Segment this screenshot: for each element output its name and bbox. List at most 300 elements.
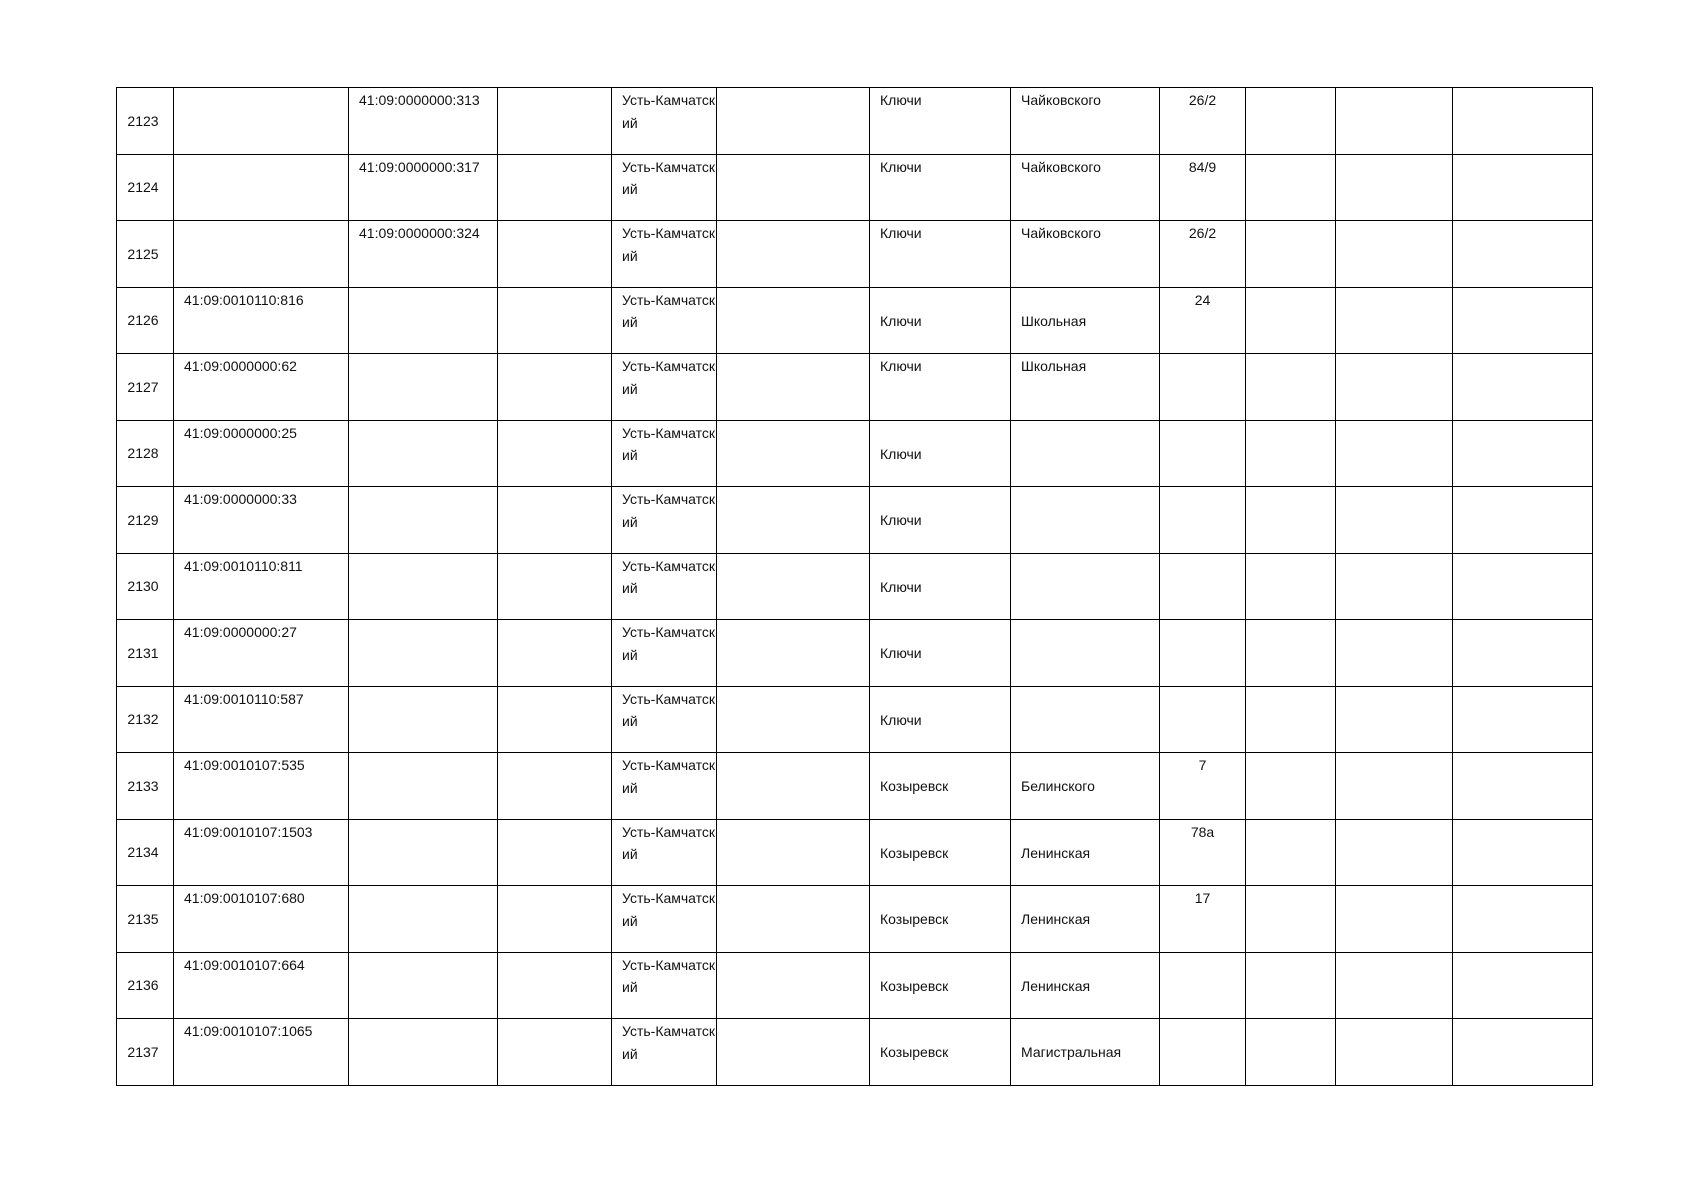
row-number-cell — [117, 686, 174, 753]
house-number-cell — [1160, 886, 1246, 953]
empty-cell — [1246, 354, 1336, 421]
district-cell — [612, 1019, 717, 1086]
district-cell — [612, 819, 717, 886]
row-number-text: 2128 — [127, 445, 159, 461]
empty-cell — [1246, 686, 1336, 753]
table-row — [117, 221, 1593, 288]
empty-cell — [717, 221, 870, 288]
empty-cell — [1336, 221, 1453, 288]
cadastral-number-alt-text — [349, 820, 497, 821]
empty-cell — [498, 287, 612, 354]
empty-cell — [717, 753, 870, 820]
row-number-cell — [117, 354, 174, 421]
table-row — [117, 886, 1593, 953]
street-text — [1011, 652, 1159, 653]
house-number-text: 26/2 — [1188, 225, 1217, 241]
empty-cell — [1453, 753, 1593, 820]
settlement-cell — [870, 819, 1011, 886]
settlement-cell — [870, 354, 1011, 421]
cadastral-number-alt-cell — [349, 620, 498, 687]
empty-cell — [1453, 553, 1593, 620]
settlement-cell — [870, 88, 1011, 155]
house-number-cell — [1160, 553, 1246, 620]
street-text: Ленинская — [1021, 844, 1091, 861]
cadastral-number-text: 41:09:0000000:62 — [184, 358, 297, 374]
empty-cell — [1336, 420, 1453, 487]
cadastral-number-alt-cell — [349, 819, 498, 886]
empty-cell — [1336, 1019, 1453, 1086]
district-cell — [612, 354, 717, 421]
cadastral-number-alt-text — [349, 687, 497, 688]
empty-cell — [1246, 553, 1336, 620]
table-row — [117, 553, 1593, 620]
row-number-cell — [117, 221, 174, 288]
cadastral-number-cell — [174, 487, 349, 554]
street-cell — [1011, 553, 1160, 620]
house-number-cell — [1160, 819, 1246, 886]
district-cell — [612, 753, 717, 820]
cadastral-number-cell — [174, 753, 349, 820]
cadastral-number-alt-text: 41:09:0000000:317 — [359, 158, 480, 175]
house-number-cell — [1160, 221, 1246, 288]
row-number-cell — [117, 1019, 174, 1086]
street-text — [1011, 453, 1159, 454]
empty-cell — [498, 354, 612, 421]
table-row — [117, 1019, 1593, 1086]
cadastral-number-cell — [174, 819, 349, 886]
empty-cell — [1336, 88, 1453, 155]
empty-cell — [1336, 553, 1453, 620]
empty-cell — [1246, 221, 1336, 288]
row-number-cell — [117, 487, 174, 554]
street-cell — [1011, 154, 1160, 221]
district-text: Усть-Камчатский — [622, 757, 716, 796]
settlement-text: Ключи — [880, 358, 922, 374]
cadastral-number-alt-text — [349, 421, 497, 422]
cadastral-number-cell — [174, 620, 349, 687]
cadastral-number-alt-text: 41:09:0000000:313 — [359, 92, 480, 108]
table-body — [117, 88, 1593, 1086]
cadastral-number-cell — [174, 354, 349, 421]
cadastral-number-cell — [174, 154, 349, 221]
street-cell — [1011, 487, 1160, 554]
row-number-text: 2129 — [127, 511, 159, 528]
cadastral-number-cell — [174, 420, 349, 487]
cadastral-number-text: 41:09:0010107:1065 — [184, 1023, 313, 1039]
house-number-cell — [1160, 952, 1246, 1019]
row-number-cell — [117, 287, 174, 354]
cadastral-number-text: 41:09:0010107:1503 — [184, 823, 313, 840]
empty-cell — [717, 287, 870, 354]
settlement-cell — [870, 420, 1011, 487]
district-cell — [612, 420, 717, 487]
cadastral-number-alt-text — [349, 953, 497, 954]
cadastral-number-text — [174, 88, 348, 89]
row-number-text: 2136 — [127, 977, 159, 993]
cadastral-number-text — [174, 155, 348, 156]
cadastral-number-alt-text — [349, 288, 497, 289]
empty-cell — [498, 221, 612, 288]
table-row — [117, 287, 1593, 354]
cadastral-number-cell — [174, 686, 349, 753]
settlement-cell — [870, 753, 1011, 820]
table-row — [117, 952, 1593, 1019]
cadastral-number-cell — [174, 221, 349, 288]
cadastral-number-alt-cell — [349, 154, 498, 221]
cadastral-number-text: 41:09:0010107:680 — [184, 890, 305, 906]
empty-cell — [498, 1019, 612, 1086]
cadastral-number-alt-cell — [349, 88, 498, 155]
settlement-text: Ключи — [880, 312, 922, 329]
street-cell — [1011, 819, 1160, 886]
cadastral-number-alt-text — [349, 886, 497, 887]
table-row — [117, 354, 1593, 421]
empty-cell — [1336, 154, 1453, 221]
district-text: Усть-Камчатский — [622, 291, 716, 330]
empty-cell — [498, 620, 612, 687]
street-text: Школьная — [1021, 312, 1087, 329]
empty-cell — [498, 753, 612, 820]
district-cell — [612, 886, 717, 953]
settlement-cell — [870, 1019, 1011, 1086]
street-cell — [1011, 620, 1160, 687]
row-number-text: 2127 — [127, 378, 159, 395]
settlement-text: Ключи — [880, 512, 922, 528]
cadastral-number-alt-cell — [349, 1019, 498, 1086]
cadastral-number-text: 41:09:0010110:816 — [184, 291, 304, 308]
street-text — [1011, 719, 1159, 720]
district-text: Усть-Камчатский — [622, 890, 716, 929]
table-row — [117, 88, 1593, 155]
empty-cell — [1246, 487, 1336, 554]
house-number-cell — [1160, 753, 1246, 820]
row-number-text: 2123 — [127, 112, 159, 129]
row-number-cell — [117, 753, 174, 820]
empty-cell — [1246, 88, 1336, 155]
settlement-text: Козыревск — [880, 911, 949, 927]
district-text: Усть-Камчатский — [622, 358, 716, 397]
settlement-text: Ключи — [880, 645, 922, 661]
settlement-text: Ключи — [880, 158, 922, 175]
cadastral-number-alt-cell — [349, 287, 498, 354]
settlement-cell — [870, 620, 1011, 687]
row-number-text: 2132 — [127, 711, 159, 727]
settlement-text: Ключи — [880, 445, 922, 462]
table-row — [117, 487, 1593, 554]
row-number-cell — [117, 886, 174, 953]
settlement-text: Козыревск — [880, 977, 949, 994]
empty-cell — [1246, 420, 1336, 487]
empty-cell — [1336, 753, 1453, 820]
house-number-text: 24 — [1194, 291, 1211, 308]
street-cell — [1011, 354, 1160, 421]
empty-cell — [1336, 886, 1453, 953]
settlement-text: Козыревск — [880, 1044, 949, 1060]
house-number-cell — [1160, 420, 1246, 487]
row-number-cell — [117, 620, 174, 687]
house-number-cell — [1160, 620, 1246, 687]
empty-cell — [1336, 354, 1453, 421]
district-cell — [612, 88, 717, 155]
settlement-cell — [870, 221, 1011, 288]
empty-cell — [498, 420, 612, 487]
settlement-cell — [870, 952, 1011, 1019]
street-cell — [1011, 88, 1160, 155]
settlement-text: Ключи — [880, 225, 922, 241]
cadastral-number-alt-cell — [349, 420, 498, 487]
street-text: Чайковского — [1021, 158, 1101, 175]
district-text: Усть-Камчатский — [622, 158, 716, 197]
empty-cell — [1246, 952, 1336, 1019]
row-number-text: 2130 — [127, 578, 159, 594]
street-text — [1011, 586, 1159, 587]
settlement-text: Козыревск — [880, 778, 949, 794]
settlement-cell — [870, 553, 1011, 620]
empty-cell — [1246, 287, 1336, 354]
cadastral-number-text: 41:09:0000000:25 — [184, 424, 297, 441]
empty-cell — [1453, 819, 1593, 886]
cadastral-number-text: 41:09:0010110:587 — [184, 690, 304, 707]
street-text: Школьная — [1021, 358, 1087, 374]
street-text — [1011, 519, 1159, 520]
empty-cell — [1453, 420, 1593, 487]
house-number-cell — [1160, 88, 1246, 155]
empty-cell — [717, 354, 870, 421]
row-number-cell — [117, 553, 174, 620]
empty-cell — [1336, 686, 1453, 753]
table-row — [117, 420, 1593, 487]
cadastral-number-alt-cell — [349, 952, 498, 1019]
empty-cell — [717, 952, 870, 1019]
row-number-text: 2125 — [127, 245, 159, 262]
empty-cell — [1336, 487, 1453, 554]
empty-cell — [1453, 886, 1593, 953]
cadastral-number-alt-text — [349, 487, 497, 488]
house-number-text — [1160, 554, 1245, 555]
house-number-text — [1160, 620, 1245, 621]
district-cell — [612, 553, 717, 620]
street-cell — [1011, 753, 1160, 820]
empty-cell — [498, 686, 612, 753]
cadastral-number-alt-text — [349, 753, 497, 754]
cadastral-number-alt-cell — [349, 221, 498, 288]
empty-cell — [1453, 1019, 1593, 1086]
house-number-text — [1160, 1019, 1245, 1020]
district-text: Усть-Камчатский — [622, 956, 716, 995]
cadastral-number-alt-text — [349, 554, 497, 555]
empty-cell — [1246, 620, 1336, 687]
district-cell — [612, 620, 717, 687]
row-number-cell — [117, 88, 174, 155]
empty-cell — [1246, 753, 1336, 820]
settlement-text: Ключи — [880, 578, 922, 595]
empty-cell — [1453, 686, 1593, 753]
table-row — [117, 154, 1593, 221]
empty-cell — [498, 154, 612, 221]
house-number-cell — [1160, 1019, 1246, 1086]
empty-cell — [717, 886, 870, 953]
cadastral-number-alt-text — [349, 620, 497, 621]
empty-cell — [1246, 154, 1336, 221]
cadastral-number-text: 41:09:0010107:535 — [184, 757, 305, 773]
empty-cell — [717, 620, 870, 687]
table-row — [117, 753, 1593, 820]
empty-cell — [1453, 620, 1593, 687]
row-number-text: 2134 — [127, 844, 159, 860]
house-number-cell — [1160, 354, 1246, 421]
cadastral-number-alt-cell — [349, 487, 498, 554]
cadastral-number-alt-cell — [349, 686, 498, 753]
cadastral-number-text: 41:09:0010107:664 — [184, 956, 305, 973]
house-number-text: 84/9 — [1188, 158, 1217, 175]
row-number-text: 2133 — [127, 777, 159, 794]
row-number-cell — [117, 154, 174, 221]
house-number-text: 78а — [1190, 823, 1215, 840]
cadastral-number-text: 41:09:0000000:33 — [184, 491, 297, 507]
cadastral-number-cell — [174, 1019, 349, 1086]
house-number-cell — [1160, 487, 1246, 554]
settlement-cell — [870, 886, 1011, 953]
house-number-text: 26/2 — [1188, 92, 1217, 108]
empty-cell — [1336, 819, 1453, 886]
row-number-text: 2124 — [127, 179, 159, 195]
cadastral-number-alt-cell — [349, 354, 498, 421]
house-number-text — [1160, 687, 1245, 688]
house-number-text — [1160, 354, 1245, 355]
street-cell — [1011, 420, 1160, 487]
street-cell — [1011, 686, 1160, 753]
district-text: Усть-Камчатский — [622, 557, 716, 596]
cadastral-number-alt-text — [349, 354, 497, 355]
registry-table — [116, 87, 1593, 1086]
empty-cell — [498, 952, 612, 1019]
house-number-text — [1160, 487, 1245, 488]
row-number-text: 2137 — [127, 1043, 159, 1060]
cadastral-number-text: 41:09:0010110:811 — [184, 557, 303, 574]
district-text: Усть-Камчатский — [622, 424, 716, 463]
street-text: Магистральная — [1021, 1044, 1122, 1060]
empty-cell — [1246, 886, 1336, 953]
settlement-text: Козыревск — [880, 844, 949, 861]
settlement-cell — [870, 686, 1011, 753]
cadastral-number-cell — [174, 88, 349, 155]
street-cell — [1011, 1019, 1160, 1086]
street-text: Чайковского — [1021, 92, 1101, 108]
house-number-cell — [1160, 154, 1246, 221]
empty-cell — [1453, 287, 1593, 354]
empty-cell — [1246, 1019, 1336, 1086]
empty-cell — [498, 487, 612, 554]
row-number-text: 2135 — [127, 910, 159, 927]
empty-cell — [498, 88, 612, 155]
row-number-cell — [117, 819, 174, 886]
empty-cell — [498, 886, 612, 953]
cadastral-number-alt-text — [349, 1019, 497, 1020]
empty-cell — [717, 487, 870, 554]
empty-cell — [1453, 487, 1593, 554]
street-cell — [1011, 221, 1160, 288]
cadastral-number-cell — [174, 952, 349, 1019]
cadastral-number-cell — [174, 553, 349, 620]
cadastral-number-alt-cell — [349, 753, 498, 820]
empty-cell — [717, 686, 870, 753]
empty-cell — [717, 420, 870, 487]
cadastral-number-alt-cell — [349, 553, 498, 620]
district-text: Усть-Камчатский — [622, 624, 716, 663]
district-text: Усть-Камчатский — [622, 1023, 716, 1062]
empty-cell — [717, 1019, 870, 1086]
house-number-cell — [1160, 287, 1246, 354]
street-text: Ленинская — [1021, 911, 1091, 927]
cadastral-number-alt-text: 41:09:0000000:324 — [359, 225, 480, 241]
cadastral-number-alt-cell — [349, 886, 498, 953]
district-text: Усть-Камчатский — [622, 92, 716, 131]
street-text: Белинского — [1021, 778, 1095, 794]
row-number-cell — [117, 952, 174, 1019]
row-number-cell — [117, 420, 174, 487]
table-row — [117, 819, 1593, 886]
district-cell — [612, 487, 717, 554]
cadastral-number-text — [174, 221, 348, 222]
empty-cell — [1453, 952, 1593, 1019]
empty-cell — [717, 819, 870, 886]
street-text: Ленинская — [1021, 977, 1091, 994]
house-number-text — [1160, 421, 1245, 422]
district-text: Усть-Камчатский — [622, 690, 716, 729]
house-number-text: 17 — [1194, 890, 1211, 906]
district-cell — [612, 686, 717, 753]
empty-cell — [717, 88, 870, 155]
district-cell — [612, 952, 717, 1019]
row-number-text: 2126 — [127, 312, 159, 328]
cadastral-number-cell — [174, 287, 349, 354]
row-number-text: 2131 — [127, 644, 159, 661]
house-number-cell — [1160, 686, 1246, 753]
house-number-text: 7 — [1198, 757, 1207, 773]
settlement-cell — [870, 154, 1011, 221]
settlement-text: Ключи — [880, 711, 922, 728]
district-text: Усть-Камчатский — [622, 491, 716, 530]
district-cell — [612, 154, 717, 221]
empty-cell — [1453, 221, 1593, 288]
table-row — [117, 686, 1593, 753]
empty-cell — [498, 819, 612, 886]
settlement-text: Ключи — [880, 92, 922, 108]
settlement-cell — [870, 287, 1011, 354]
street-text: Чайковского — [1021, 225, 1101, 241]
empty-cell — [1453, 354, 1593, 421]
empty-cell — [1453, 154, 1593, 221]
cadastral-number-cell — [174, 886, 349, 953]
empty-cell — [1336, 287, 1453, 354]
empty-cell — [1453, 88, 1593, 155]
empty-cell — [1336, 620, 1453, 687]
house-number-text — [1160, 953, 1245, 954]
street-cell — [1011, 886, 1160, 953]
district-text: Усть-Камчатский — [622, 823, 716, 862]
street-cell — [1011, 952, 1160, 1019]
district-cell — [612, 221, 717, 288]
empty-cell — [1246, 819, 1336, 886]
empty-cell — [498, 553, 612, 620]
table-row — [117, 620, 1593, 687]
street-cell — [1011, 287, 1160, 354]
district-text: Усть-Камчатский — [622, 225, 716, 264]
empty-cell — [1336, 952, 1453, 1019]
settlement-cell — [870, 487, 1011, 554]
empty-cell — [717, 154, 870, 221]
cadastral-number-text: 41:09:0000000:27 — [184, 624, 297, 640]
